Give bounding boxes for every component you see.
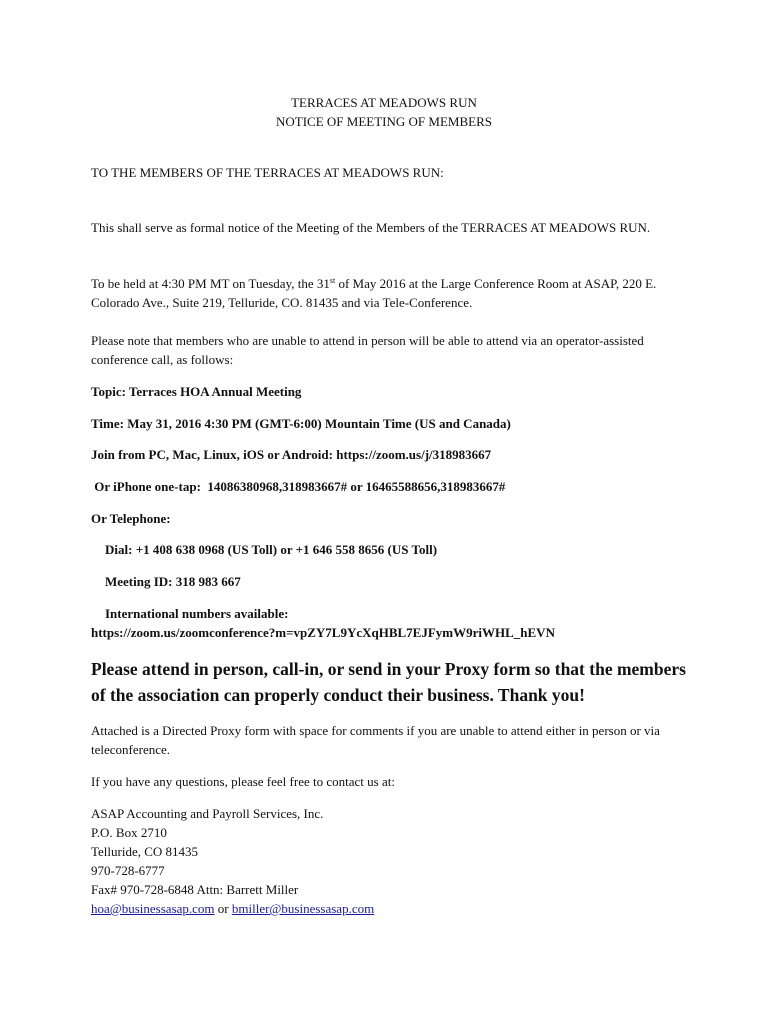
iphone-one-tap: Or iPhone one-tap: 14086380968,318983667# or 16465588656,318983667# [91,479,506,494]
meeting-time: Time: May 31, 2016 4:30 PM (GMT-6:00) Mountain Time (US and Canada) [91,416,511,431]
contact-block [91,804,374,918]
held-text-end: of May 2016 at the Large Conference Room at ASAP, 220 E. Colorado Ave., Suite 219, Telluride, CO. 81435 and via Tele-Conference. [91,276,657,310]
attendance-appeal: Please attend in person, call-in, or send in your Proxy form so that the members of the association can properly conduct their business. Thank you! [91,659,686,705]
international-url: https://zoom.us/zoomconference?m=vpZY7L9YcXqHBL7EJFymW9riWHL_hEVN [91,625,555,640]
document-subtitle: NOTICE OF MEETING OF MEMBERS [276,114,492,129]
meeting-held-paragraph [91,274,673,312]
dial-numbers: Dial: +1 408 638 0968 (US Toll) or +1 646 558 8656 (US Toll) [105,542,438,557]
held-ordinal-suffix: st [329,276,336,285]
contact-city: Telluride, CO 81435 [91,844,199,859]
proxy-attachment-note: Attached is a Directed Proxy form with space for comments if you are unable to attend either in person or via teleconference. [91,723,660,757]
join-link-line: Join from PC, Mac, Linux, iOS or Android: https://zoom.us/j/318983667 [91,447,492,462]
contact-company: ASAP Accounting and Payroll Services, Inc. [91,806,324,821]
email-link-hoa[interactable]: hoa@businessasap.com [91,901,215,916]
contact-fax: Fax# 970-728-6848 Attn: Barrett Miller [91,882,299,897]
contact-po-box: P.O. Box 2710 [91,825,167,840]
international-label: International numbers available: [105,606,289,621]
contact-phone: 970-728-6777 [91,863,165,878]
document-title: TERRACES AT MEADOWS RUN [291,95,477,110]
meeting-id: Meeting ID: 318 983 667 [105,574,241,589]
intro-paragraph: This shall serve as formal notice of the Meeting of the Members of the TERRACES AT MEADOWS RUN. [91,220,651,235]
meeting-topic: Topic: Terraces HOA Annual Meeting [91,384,302,399]
email-separator: or [214,901,232,916]
questions-line: If you have any questions, please feel free to contact us at: [91,774,395,789]
conference-note: Please note that members who are unable to attend in person will be able to attend via an operator-assisted conference call, as follows: [91,333,644,367]
held-text-start: To be held at 4:30 PM MT on Tuesday, the 31 [91,276,330,291]
email-link-bmiller[interactable]: bmiller@businessasap.com [231,901,375,916]
salutation: TO THE MEMBERS OF THE TERRACES AT MEADOWS RUN: [91,165,444,180]
contact-emails [91,899,374,918]
telephone-label: Or Telephone: [91,511,171,526]
